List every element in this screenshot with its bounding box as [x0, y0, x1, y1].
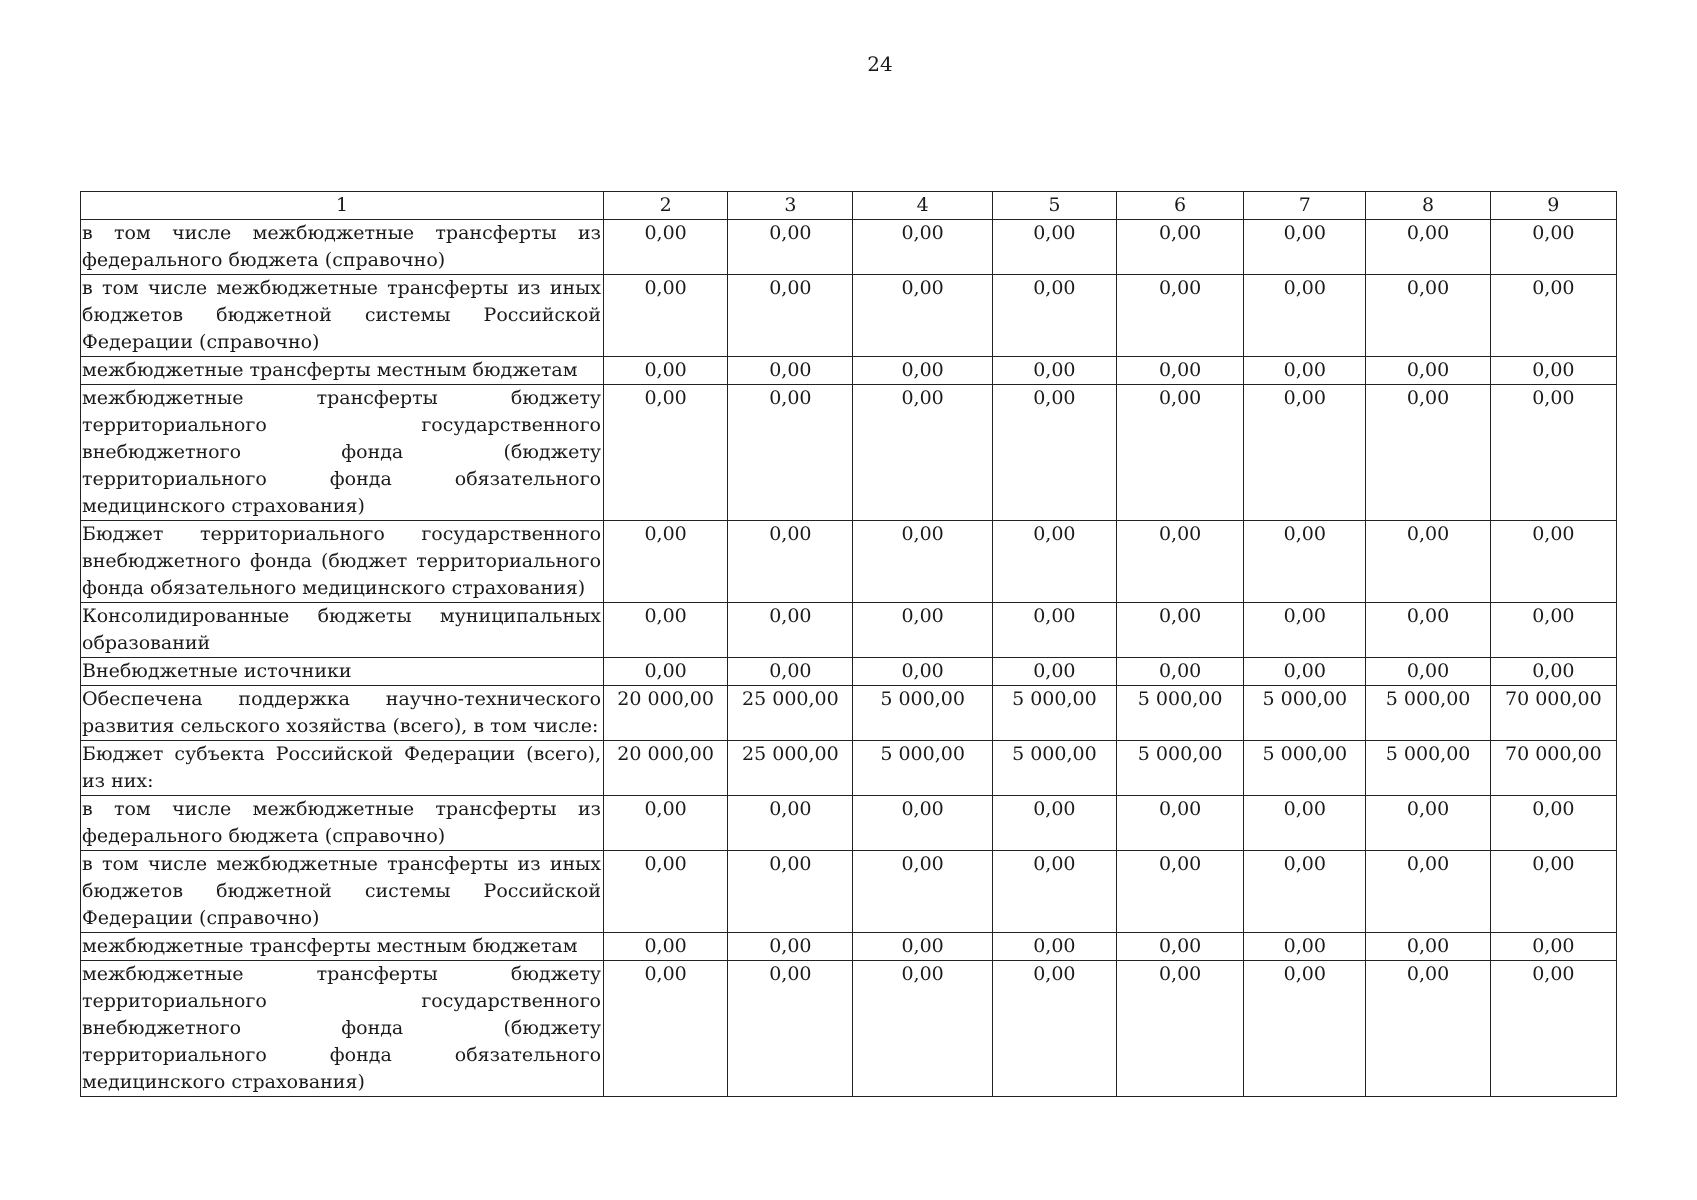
- value-cell-col-3: 0,00: [728, 357, 853, 385]
- value-cell-col-2: 0,00: [604, 521, 728, 603]
- table-row: [81, 961, 1617, 1097]
- table-row: [81, 275, 1617, 357]
- row-label: в том числе межбюджетные трансферты из иных бюджетов бюджетной системы Российской Федерации (справочно): [81, 275, 604, 357]
- value-cell-col-4: 0,00: [853, 357, 992, 385]
- value-cell-col-7: 0,00: [1244, 933, 1366, 961]
- row-label: в том числе межбюджетные трансферты из федерального бюджета (справочно): [81, 220, 604, 275]
- value-cell-col-5: 0,00: [992, 851, 1116, 933]
- value-cell-col-2: 0,00: [604, 658, 728, 686]
- column-header-6: 6: [1116, 192, 1243, 220]
- value-cell-col-4: 0,00: [853, 275, 992, 357]
- value-cell-col-9: 70 000,00: [1490, 741, 1616, 796]
- value-cell-col-4: 0,00: [853, 851, 992, 933]
- value-cell-col-3: 0,00: [728, 961, 853, 1097]
- value-cell-col-3: 0,00: [728, 933, 853, 961]
- value-cell-col-3: 0,00: [728, 521, 853, 603]
- value-cell-col-3: 0,00: [728, 275, 853, 357]
- value-cell-col-6: 0,00: [1116, 275, 1243, 357]
- value-cell-col-5: 0,00: [992, 796, 1116, 851]
- table-body: [81, 220, 1617, 1097]
- value-cell-col-9: 0,00: [1490, 385, 1616, 521]
- value-cell-col-5: 5 000,00: [992, 686, 1116, 741]
- table-row: [81, 658, 1617, 686]
- value-cell-col-6: 0,00: [1116, 851, 1243, 933]
- value-cell-col-2: 0,00: [604, 275, 728, 357]
- value-cell-col-8: 0,00: [1366, 851, 1490, 933]
- value-cell-col-4: 0,00: [853, 796, 992, 851]
- value-cell-col-4: 0,00: [853, 933, 992, 961]
- value-cell-col-2: 0,00: [604, 357, 728, 385]
- value-cell-col-4: 0,00: [853, 385, 992, 521]
- table-row: [81, 686, 1617, 741]
- value-cell-col-6: 0,00: [1116, 357, 1243, 385]
- value-cell-col-7: 0,00: [1244, 796, 1366, 851]
- row-label: Бюджет субъекта Российской Федерации (всего), из них:: [81, 741, 604, 796]
- value-cell-col-8: 0,00: [1366, 658, 1490, 686]
- value-cell-col-8: 0,00: [1366, 603, 1490, 658]
- page-number: 24: [867, 52, 893, 76]
- table-row: [81, 357, 1617, 385]
- value-cell-col-9: 0,00: [1490, 851, 1616, 933]
- value-cell-col-6: 5 000,00: [1116, 686, 1243, 741]
- table-row: [81, 933, 1617, 961]
- value-cell-col-9: 0,00: [1490, 220, 1616, 275]
- value-cell-col-9: 0,00: [1490, 603, 1616, 658]
- value-cell-col-9: 0,00: [1490, 961, 1616, 1097]
- value-cell-col-3: 0,00: [728, 796, 853, 851]
- row-label: межбюджетные трансферты бюджету территориального государственного внебюджетного фонда (бюджету территориального фонда обязательного медицинского страхования): [81, 961, 604, 1097]
- value-cell-col-9: 70 000,00: [1490, 686, 1616, 741]
- value-cell-col-4: 0,00: [853, 521, 992, 603]
- value-cell-col-9: 0,00: [1490, 796, 1616, 851]
- value-cell-col-8: 0,00: [1366, 521, 1490, 603]
- row-label: межбюджетные трансферты местным бюджетам: [81, 933, 604, 961]
- value-cell-col-4: 0,00: [853, 961, 992, 1097]
- value-cell-col-8: 5 000,00: [1366, 686, 1490, 741]
- value-cell-col-4: 0,00: [853, 658, 992, 686]
- value-cell-col-7: 0,00: [1244, 385, 1366, 521]
- value-cell-col-6: 5 000,00: [1116, 741, 1243, 796]
- value-cell-col-2: 0,00: [604, 603, 728, 658]
- value-cell-col-9: 0,00: [1490, 933, 1616, 961]
- value-cell-col-2: 0,00: [604, 220, 728, 275]
- column-header-8: 8: [1366, 192, 1490, 220]
- value-cell-col-6: 0,00: [1116, 521, 1243, 603]
- value-cell-col-5: 0,00: [992, 603, 1116, 658]
- value-cell-col-8: 0,00: [1366, 220, 1490, 275]
- value-cell-col-5: 0,00: [992, 385, 1116, 521]
- value-cell-col-7: 5 000,00: [1244, 741, 1366, 796]
- value-cell-col-2: 20 000,00: [604, 686, 728, 741]
- value-cell-col-8: 5 000,00: [1366, 741, 1490, 796]
- row-label: в том числе межбюджетные трансферты из федерального бюджета (справочно): [81, 796, 604, 851]
- table-row: [81, 220, 1617, 275]
- value-cell-col-5: 5 000,00: [992, 741, 1116, 796]
- value-cell-col-7: 0,00: [1244, 603, 1366, 658]
- value-cell-col-7: 0,00: [1244, 658, 1366, 686]
- value-cell-col-6: 0,00: [1116, 933, 1243, 961]
- value-cell-col-8: 0,00: [1366, 385, 1490, 521]
- value-cell-col-2: 0,00: [604, 961, 728, 1097]
- value-cell-col-5: 0,00: [992, 933, 1116, 961]
- column-header-3: 3: [728, 192, 853, 220]
- row-label: межбюджетные трансферты местным бюджетам: [81, 357, 604, 385]
- value-cell-col-8: 0,00: [1366, 275, 1490, 357]
- value-cell-col-9: 0,00: [1490, 275, 1616, 357]
- column-header-7: 7: [1244, 192, 1366, 220]
- row-label: Бюджет территориального государственного внебюджетного фонда (бюджет территориального фонда обязательного медицинского страхования): [81, 521, 604, 603]
- value-cell-col-6: 0,00: [1116, 658, 1243, 686]
- row-label: межбюджетные трансферты бюджету территориального государственного внебюджетного фонда (бюджету территориального фонда обязательного медицинского страхования): [81, 385, 604, 521]
- column-header-4: 4: [853, 192, 992, 220]
- value-cell-col-7: 0,00: [1244, 521, 1366, 603]
- value-cell-col-5: 0,00: [992, 961, 1116, 1097]
- value-cell-col-9: 0,00: [1490, 521, 1616, 603]
- row-label: Консолидированные бюджеты муниципальных образований: [81, 603, 604, 658]
- value-cell-col-6: 0,00: [1116, 603, 1243, 658]
- column-header-9: 9: [1490, 192, 1616, 220]
- value-cell-col-7: 0,00: [1244, 220, 1366, 275]
- value-cell-col-5: 0,00: [992, 275, 1116, 357]
- budget-table-container: [80, 191, 1617, 1097]
- table-row: [81, 385, 1617, 521]
- value-cell-col-6: 0,00: [1116, 961, 1243, 1097]
- value-cell-col-4: 0,00: [853, 603, 992, 658]
- value-cell-col-8: 0,00: [1366, 961, 1490, 1097]
- table-header-row: [81, 192, 1617, 220]
- value-cell-col-6: 0,00: [1116, 385, 1243, 521]
- value-cell-col-5: 0,00: [992, 220, 1116, 275]
- row-label: Обеспечена поддержка научно-технического развития сельского хозяйства (всего), в том числе:: [81, 686, 604, 741]
- value-cell-col-3: 0,00: [728, 603, 853, 658]
- value-cell-col-2: 0,00: [604, 851, 728, 933]
- value-cell-col-4: 5 000,00: [853, 741, 992, 796]
- row-label: в том числе межбюджетные трансферты из иных бюджетов бюджетной системы Российской Федерации (справочно): [81, 851, 604, 933]
- value-cell-col-3: 0,00: [728, 220, 853, 275]
- value-cell-col-3: 0,00: [728, 851, 853, 933]
- value-cell-col-4: 5 000,00: [853, 686, 992, 741]
- value-cell-col-7: 0,00: [1244, 851, 1366, 933]
- table-row: [81, 521, 1617, 603]
- value-cell-col-9: 0,00: [1490, 357, 1616, 385]
- value-cell-col-5: 0,00: [992, 357, 1116, 385]
- value-cell-col-2: 0,00: [604, 796, 728, 851]
- value-cell-col-7: 0,00: [1244, 357, 1366, 385]
- value-cell-col-7: 0,00: [1244, 275, 1366, 357]
- value-cell-col-6: 0,00: [1116, 220, 1243, 275]
- column-header-5: 5: [992, 192, 1116, 220]
- table-row: [81, 603, 1617, 658]
- value-cell-col-7: 5 000,00: [1244, 686, 1366, 741]
- value-cell-col-2: 0,00: [604, 385, 728, 521]
- table-row: [81, 796, 1617, 851]
- column-header-2: 2: [604, 192, 728, 220]
- value-cell-col-8: 0,00: [1366, 796, 1490, 851]
- value-cell-col-6: 0,00: [1116, 796, 1243, 851]
- row-label: Внебюджетные источники: [81, 658, 604, 686]
- value-cell-col-2: 20 000,00: [604, 741, 728, 796]
- value-cell-col-3: 25 000,00: [728, 686, 853, 741]
- value-cell-col-3: 0,00: [728, 385, 853, 521]
- value-cell-col-9: 0,00: [1490, 658, 1616, 686]
- budget-table: [80, 191, 1617, 1097]
- value-cell-col-2: 0,00: [604, 933, 728, 961]
- value-cell-col-8: 0,00: [1366, 357, 1490, 385]
- value-cell-col-5: 0,00: [992, 521, 1116, 603]
- value-cell-col-7: 0,00: [1244, 961, 1366, 1097]
- value-cell-col-3: 0,00: [728, 658, 853, 686]
- table-row: [81, 741, 1617, 796]
- column-header-1: 1: [81, 192, 604, 220]
- value-cell-col-8: 0,00: [1366, 933, 1490, 961]
- value-cell-col-3: 25 000,00: [728, 741, 853, 796]
- value-cell-col-4: 0,00: [853, 220, 992, 275]
- value-cell-col-5: 0,00: [992, 658, 1116, 686]
- table-row: [81, 851, 1617, 933]
